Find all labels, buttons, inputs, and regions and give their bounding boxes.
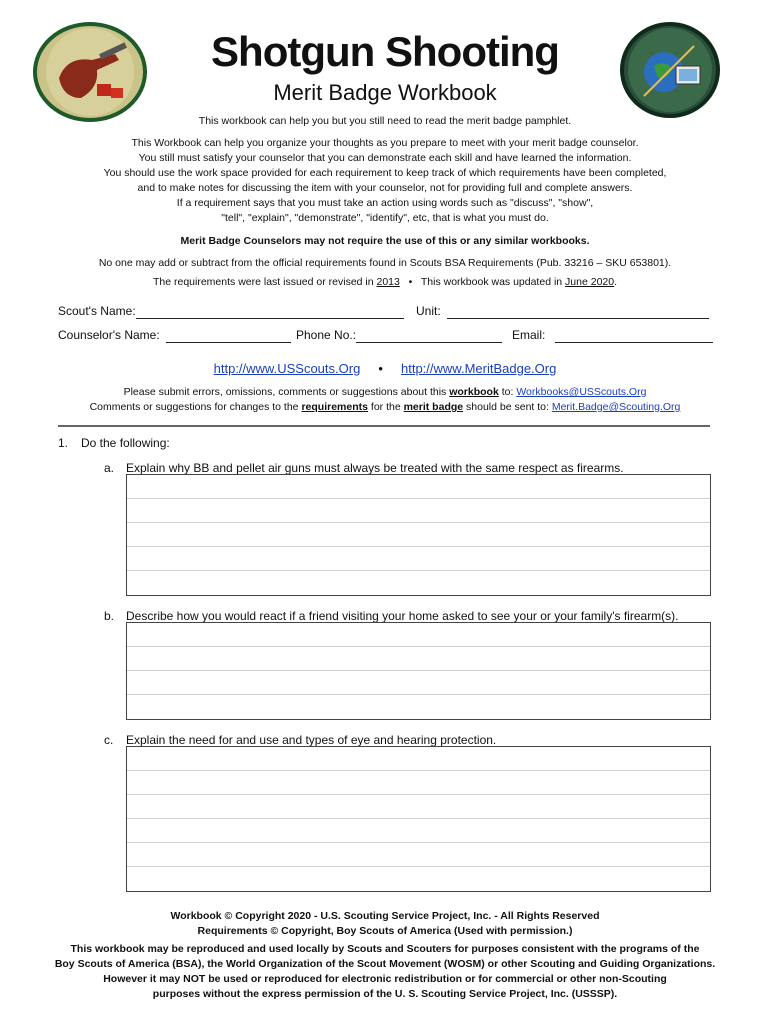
footer-line: purposes without the express permission of the U. S. Scouting Service Project, Inc. (USSSP). <box>152 988 618 1000</box>
requirement-1c-letter: c. <box>104 733 114 747</box>
requirement-1a-text: Explain why BB and pellet air guns must always be treated with the same respect as firearms. <box>126 461 624 475</box>
requirement-1b-letter: b. <box>104 609 115 623</box>
about-line: This Workbook can help you organize your thoughts as you prepare to meet with your merit badge counselor. <box>131 137 639 149</box>
meritbadge-link[interactable]: http://www.MeritBadge.Org <box>401 361 557 376</box>
website-links: http://www.USScouts.Org • http://www.MeritBadge.Org <box>213 361 557 376</box>
footer-line: Boy Scouts of America (BSA), the World Organization of the Scout Movement (WOSM) or other Scouting and Guiding Organizations. <box>54 958 716 970</box>
section-divider <box>58 425 710 427</box>
requirements-year: 2013 <box>376 276 400 288</box>
usscouts-link[interactable]: http://www.USScouts.Org <box>213 361 361 376</box>
about-line: You still must satisfy your counselor that you can demonstrate each skill and have learned the information. <box>138 152 632 164</box>
requirement-1a-letter: a. <box>104 461 115 475</box>
page-subtitle: Merit Badge Workbook <box>273 80 497 105</box>
requirement-1-text: Do the following: <box>81 436 170 450</box>
answer-box-1a[interactable] <box>126 474 711 596</box>
revision-line: The requirements were last issued or revised in 2013 • This workbook was updated in June 2020. <box>152 276 618 288</box>
phone-field[interactable]: Phone No.: <box>296 328 502 343</box>
submit-requirements-line: Comments or suggestions for changes to the requirements for the merit badge should be sent to: Merit.Badge@Scouting.Org <box>89 401 681 413</box>
email-input[interactable] <box>555 328 713 343</box>
email-field[interactable]: Email: <box>512 328 713 343</box>
counselor-name-field[interactable]: Counselor's Name: <box>58 328 291 343</box>
counselor-name-input[interactable] <box>166 328 291 343</box>
about-line: If a requirement says that you must take an action using words such as "discuss", "show", <box>176 197 594 209</box>
usage-footer <box>0 942 770 1002</box>
about-line: "tell", "explain", "demonstrate", "identify", etc, that is what you must do. <box>221 212 549 224</box>
requirement-1-number: 1. <box>58 436 69 450</box>
phone-input[interactable] <box>356 328 502 343</box>
meritbadge-email-link[interactable]: Merit.Badge@Scouting.Org <box>551 401 681 413</box>
footer-line: Workbook © Copyright 2020 - U.S. Scouting Service Project, Inc. - All Rights Reserved <box>170 910 600 922</box>
unit-input[interactable] <box>447 304 709 319</box>
answer-box-1c[interactable] <box>126 746 711 892</box>
counselor-note: Merit Badge Counselors may not require the use of this or any similar workbooks. <box>180 235 590 247</box>
requirement-1c-text: Explain the need for and use and types of eye and hearing protection. <box>126 733 497 747</box>
footer-line: This workbook may be reproduced and used locally by Scouts and Scouters for purposes consistent with the programs of the <box>70 943 700 955</box>
about-line: and to make notes for discussing the item with your counselor, not for providing full and complete answers. <box>137 182 633 194</box>
page-title: Shotgun Shooting <box>211 28 559 75</box>
unit-field[interactable]: Unit: <box>416 304 709 319</box>
submit-workbook-line: Please submit errors, omissions, comments or suggestions about this workbook to: Workbooks@USScouts.Org <box>123 386 647 398</box>
footer-line: Requirements © Copyright, Boy Scouts of America (Used with permission.) <box>197 925 573 937</box>
copyright-footer <box>0 909 770 939</box>
answer-box-1b[interactable] <box>126 622 711 720</box>
scout-name-field[interactable]: Scout's Name: <box>58 304 404 319</box>
requirements-note: No one may add or subtract from the official requirements found in Scouts BSA Requirements (Pub. 33216 – SKU 653801). <box>98 257 672 269</box>
requirement-1b-text: Describe how you would react if a friend visiting your home asked to see your or your family's firearm(s). <box>126 609 679 623</box>
footer-line: However it may NOT be used or reproduced for electronic redistribution or for commercial or other non-Scouting <box>103 973 667 985</box>
scout-name-input[interactable] <box>136 304 404 319</box>
about-line: You should use the work space provided for each requirement to keep track of which requirements have been completed, <box>103 167 667 179</box>
workbooks-email-link[interactable]: Workbooks@USScouts.Org <box>516 386 647 398</box>
workbook-date: June 2020 <box>565 276 615 288</box>
about-paragraph <box>0 136 770 226</box>
intro-text: This workbook can help you but you still need to read the merit badge pamphlet. <box>198 115 572 127</box>
